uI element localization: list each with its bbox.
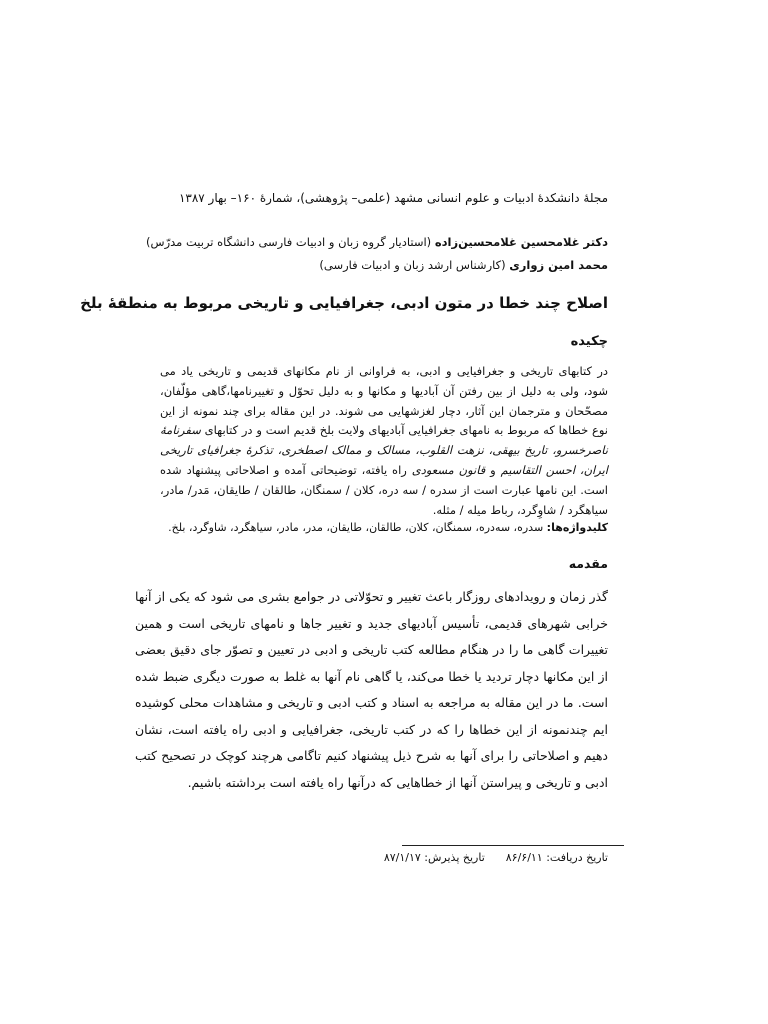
footnote-dates (308, 851, 608, 864)
keywords (160, 521, 608, 534)
abstract-text-2: و (485, 462, 501, 477)
author-name: دکتر غلامحسین غلامحسین‌زاده (434, 235, 608, 249)
author-affiliation: (کارشناس ارشد زبان و ادبیات فارسی) (319, 258, 506, 272)
author-affiliation: (استادیار گروه زبان و ادبیات فارسی دانشگاه تربیت مدرّس) (146, 235, 432, 249)
received-label: تاریخ دریافت: (546, 851, 608, 864)
abstract-text-3: راه یافته، توضیحاتی آمده و اصلاحاتی پیشنهاد شده است. این نامها عبارت است از سدره / سه دره، کلان / سمنگان، طالقان / طایقان، مَدر/ مادر، سیاهگرد / شاوِگرد، رباط میله / مثله. (160, 462, 608, 517)
footnote-divider (402, 845, 624, 846)
abstract-body (160, 362, 608, 520)
intro-body: گذر زمان و رویدادهای روزگار باعث تغییر و تحوّلاتی در جوامع بشری می شود که یکی از آنها خرابی شهرهای قدیمی، تأسیس آبادیهای جدید و تغییر جاها و نامهای تاریخی است و همین تغییرات گاهی ما را در هنگام مطالعه کتب تاریخی و ادبی در تعیین و تصوّر جای دقیق بعضی از این مکانها دچار تردید یا خطا می‌کند، یا گاهی نام آنها به غلط به صورت دیگری ضبط شده است. ما در این مقاله به مراجعه به اسناد و کتب ادبی و تاریخی و مشاهدات محلی کوشیده ایم چندنمونه از این خطاها را که در کتب تاریخی، جغرافیایی و ادبی راه یافته است، نشان دهیم و اصلاحاتی را برای آنها به شرح ذیل پیشنهاد کنیم تاگامی هرچند کوچک در تصحیح کتب ادبی و تاریخی و پیراستن آنها از خطاهایی که درآنها راه یافته است برداشته باشیم. (135, 589, 608, 790)
abstract-italic-source: قانون مسعودی (411, 462, 486, 477)
keywords-label: کلیدواژه‌ها: (546, 521, 608, 534)
abstract-italic-sources: سفرنامهٔ ناصرخسرو، تاریخ بیهقی، نزهت القلوب، مسالک و ممالک اصطخری، تذکرهٔ جغرافیای تاریخی ایران، احسن التقاسیم (160, 423, 608, 477)
keywords-text: سدره، سه‌دره، سمنگان، کلان، طالقان، طایقان، مدر، مادر، سیاهگرد، شاوگرد، بلخ. (168, 521, 547, 534)
accepted-date: ۸۷/۱/۱۷ (383, 851, 421, 864)
journal-header: مجلهٔ دانشکدهٔ ادبیات و علوم انسانی مشهد (علمی– پژوهشی)، شمارهٔ ۱۶۰– بهار ۱۳۸۷ (178, 191, 608, 205)
author-2 (128, 257, 608, 273)
abstract-heading: چکیده (570, 334, 608, 349)
author-list (128, 234, 608, 280)
received-date: ۸۶/۶/۱۱ (505, 851, 543, 864)
author-1 (128, 234, 608, 250)
intro-heading: مقدمه (568, 556, 608, 571)
author-name: محمد امین زواری (509, 258, 608, 272)
accepted-label: تاریخ پذیرش: (424, 851, 485, 864)
article-title: اصلاح چند خطا در متون ادبی، جغرافیایی و تاریخی مربوط به منطقهٔ بلخ (80, 294, 608, 312)
abstract-text-1: در کتابهای تاریخی و جغرافیایی و ادبی، به فراوانی از نام مکانهای قدیمی و تاریخی یاد می شود، ولی به دلیل از بین رفتن آن آبادیها و مکانها و به دلیل تحوّل و تغییرنامها،گاهی مؤلّفان، مصحّحان و مترجمان این آثار، دچار لغزشهایی می شوند. در این مقاله برای چند نمونه از این نوع خطاها که مربوط به نامهای جغرافیایی آبادیهای ولایت بلخ قدیم است و در کتابهای (160, 364, 608, 438)
